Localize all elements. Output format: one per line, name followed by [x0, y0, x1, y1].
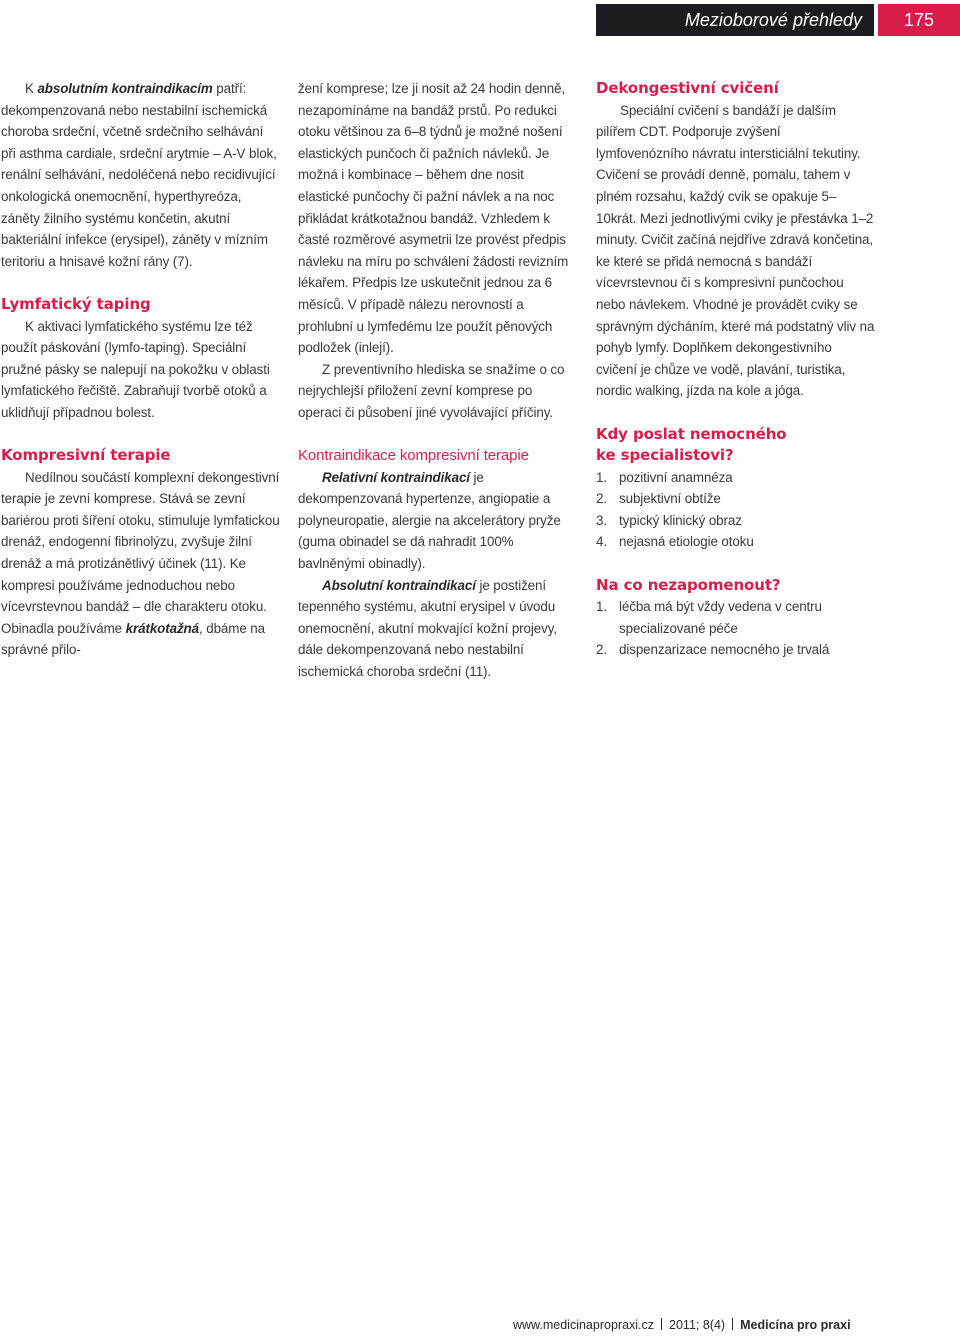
running-header: [596, 4, 960, 36]
list-item: 3. typický klinický obraz: [596, 512, 742, 528]
paragraph-absolute-contraindications-compression: Absolutní kontraindikací je postižení tepenného systému, akutní erysipel v úvodu onemocnění, akutní mokvající kožní projevy, dále dekompenzovaná nebo nestabilní ischemická choroba srdeční (11).: [298, 577, 557, 680]
running-footer: [513, 1314, 873, 1336]
column-3: [596, 78, 876, 661]
paragraph-absolute-contraindications: K absolutním kontraindikacím patří: dekompenzovaná nebo nestabilní ischemická choroba srdeční, včetně srdečního selhávání při asthma cardiale, srdeční arytmie – A-V blok, renální selhávání, nedoléčená nebo recidivující onkologická onemocnění, hyperthyreóza, záněty žilního systému končetin, akutní bakteriální infekce (erysipel), záněty v mízním teritoriu a hnisavé kožní rány (7).: [1, 81, 277, 269]
journal-section-title: Mezioborové přehledy: [596, 4, 874, 36]
footer-journal-brand: Medicína pro praxi: [740, 1318, 851, 1332]
paragraph-compression-therapy: Nedílnou součástí komplexní dekongestivní terapie je zevní komprese. Stává se zevní bariérou proti šíření otoku, stimuluje lymfatickou drenáž, endogenní fibrinolýzu, zvyšuje žilní drenáž a má protizánětlivý účinek (11). Ke kompresi používáme jednoduchou nebo vícevrstevnou bandáž – dle charakteru otoku. Obinadla používáme krátkotažná, dbáme na správné přilo-: [1, 469, 280, 658]
list-item: 2. subjektivní obtíže: [596, 491, 721, 507]
column-2: [298, 78, 578, 683]
heading-lymphatic-taping: Lymfatický taping: [1, 294, 151, 313]
paragraph-prevention: Z preventivního hlediska se snažíme o co nejrychlejší přiložení zevní komprese po operaci či působení jiné vyvolávající příčiny.: [298, 361, 565, 420]
list-reminders: [596, 596, 876, 661]
paragraph-compression-continued: žení komprese; lze ji nosit až 24 hodin denně, nezapomínáme na bandáž prstů. Po redukci otoku většinou za 6–8 týdnů je možné nošení elastických punčoch či pažních návleků. Je možná i kombinace – během dne nosit elastické punčochy či pažní návlek a na noc přikládat krátkotažnou bandáž. Vzhledem k časté rozměrové asymetrii lze provést předpis návleku na míru po schválení žádosti revizním lékařem. Předpis lze uskutečnit jednou za 6 měsíců. V případě nálezu nerovností a prohlubní u lymfedému lze použít pěnových podložek (inlejí).: [298, 81, 569, 356]
heading-compression-contraindications: Kontraindikace kompresivní terapie: [298, 447, 529, 465]
footer-separator: [661, 1318, 662, 1330]
heading-do-not-forget: Na co nezapomenout?: [596, 575, 781, 594]
footer-url: www.medicinapropraxi.cz: [513, 1318, 655, 1332]
list-item: 4. nejasná etiologie otoku: [596, 534, 754, 550]
page-number: 175: [878, 4, 960, 36]
paragraph-decongestive-exercise: Speciální cvičení s bandáží je dalším pilířem CDT. Podporuje zvýšení lymfovenózního návratu intersticiální tekutiny. Cvičení se provádí denně, pomalu, tahem v plném rozsahu, každý cvik se opakuje 5–10krát. Mezi jednotlivými cviky je přestávka 1–2 minuty. Cvičit začíná nejdříve zdravá končetina, ke které se přidá nemocná s bandáží vícevrstevnou či s kompresivní punčochou nebo návlekem. Vhodné je provádět cviky se správným dýcháním, které má podstatný vliv na pohyb lymfy. Doplňkem dekongestivního cvičení je chůze ve vodě, plavání, turistika, nordic walking, jízda na kole a jóga.: [596, 102, 875, 399]
footer-issue: 2011; 8(4): [669, 1318, 726, 1332]
column-1: [1, 78, 281, 661]
list-item: 1. léčba má být vždy vedena v centru specializované péče: [596, 599, 822, 636]
heading-compression-therapy: Kompresivní terapie: [1, 446, 171, 465]
list-item: 2. dispenzarizace nemocného je trvalá: [596, 642, 830, 658]
heading-decongestive-exercise: Dekongestivní cvičení: [596, 79, 779, 97]
heading-when-to-refer: Kdy poslat nemocného ke specialistovi?: [596, 424, 787, 465]
list-referral-criteria: [596, 467, 876, 553]
footer-separator: [732, 1318, 733, 1330]
paragraph-lymphatic-taping: K aktivaci lymfatického systému lze též použít páskování (lymfo-taping). Speciální pružné pásky se nalepují na pokožku v oblasti lymfatického řečiště. Zabraňují tvorbě otoků a uklidňují případnou bolest.: [1, 318, 270, 420]
list-item: 1. pozitivní anamnéza: [596, 469, 733, 485]
paragraph-relative-contraindications: Relativní kontraindikací je dekompenzovaná hypertenze, angiopatie a polyneuropatie, alergie na akcelerátory pryže (guma obinadel se dá nahradit 100% bavlněnými obinadly).: [298, 469, 561, 572]
